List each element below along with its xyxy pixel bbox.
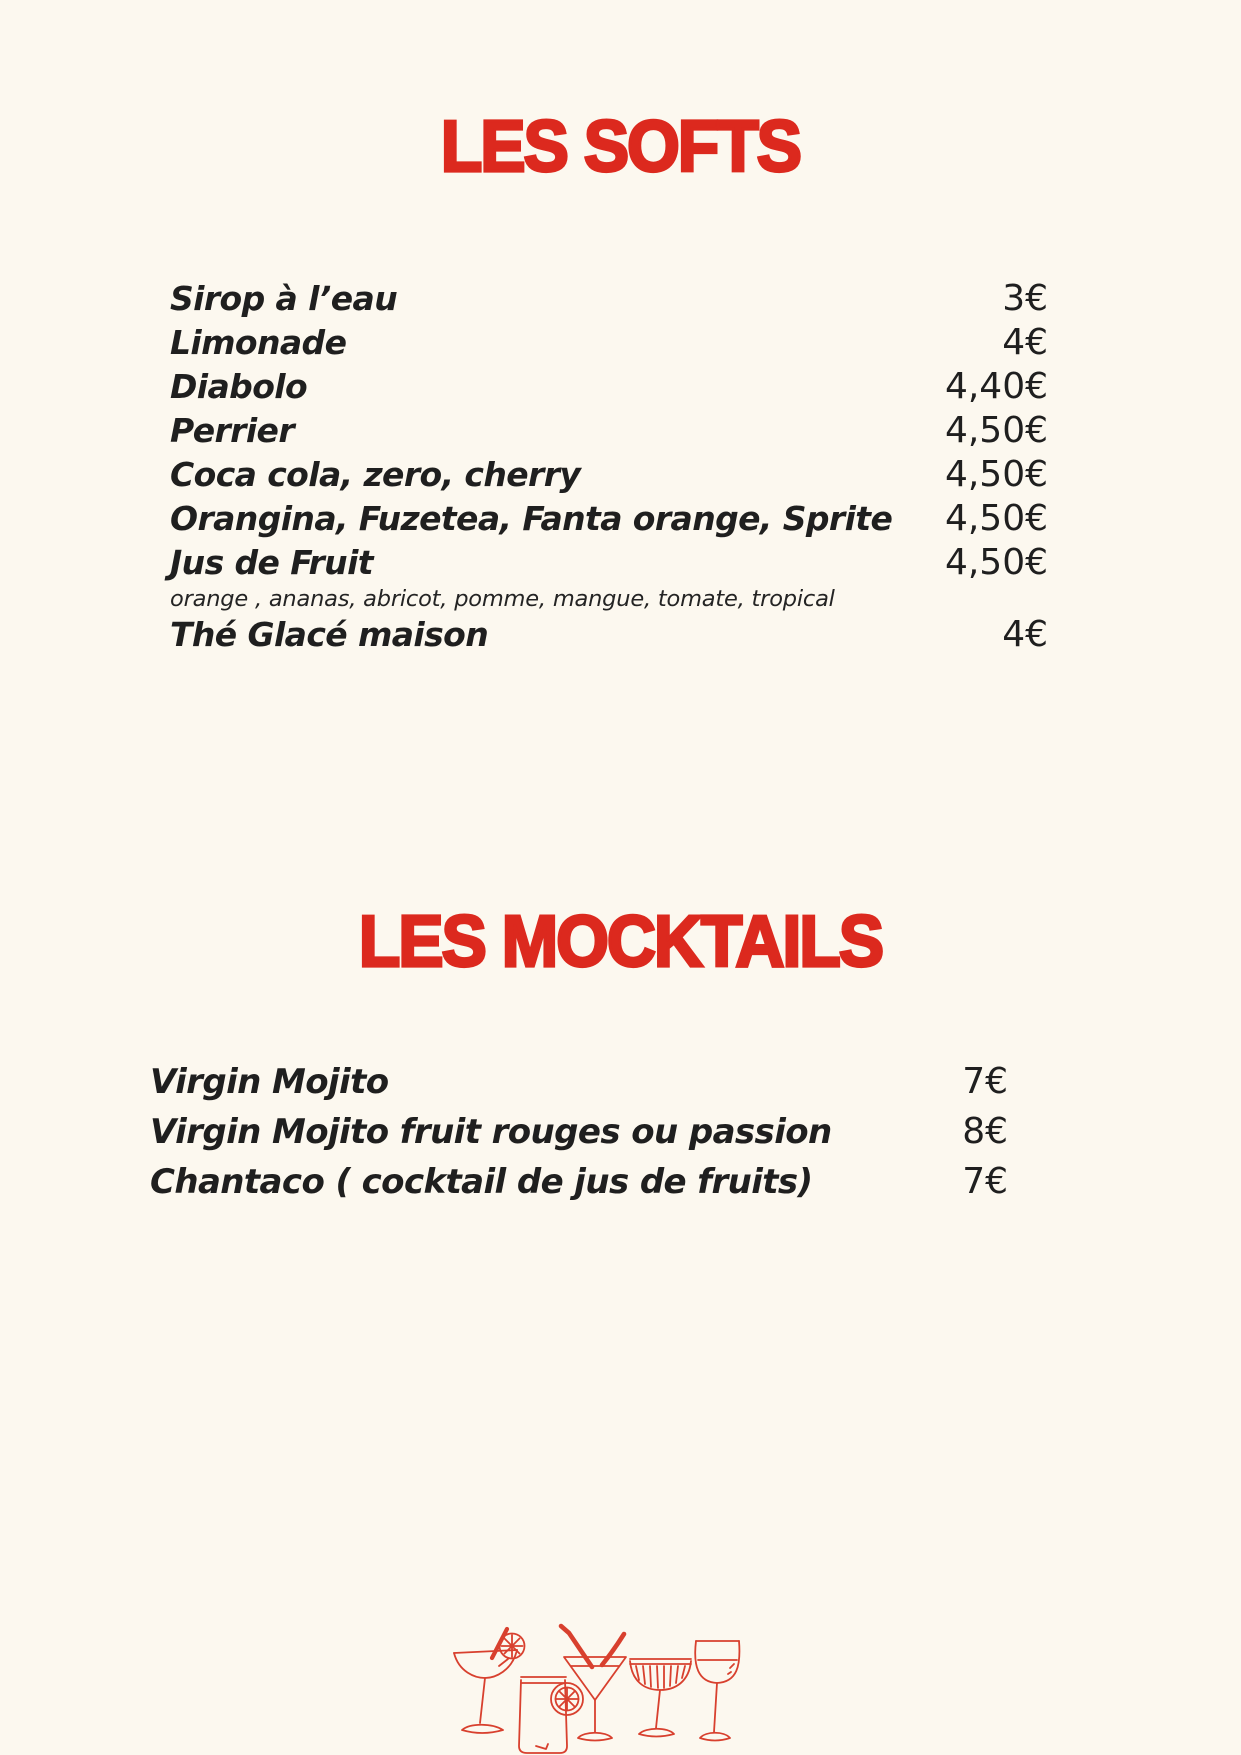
menu-item-row: [170, 614, 1048, 658]
item-name: Diabolo: [170, 367, 308, 406]
item-name: Virgin Mojito fruit rouges ou passion: [150, 1112, 832, 1152]
item-name: Chantaco ( cocktail de jus de fruits): [150, 1162, 813, 1202]
item-name: Orangina, Fuzetea, Fanta orange, Sprite: [170, 499, 893, 538]
item-price: 7€: [962, 1161, 1008, 1202]
menu-item-row: [150, 1161, 1008, 1211]
ribbed-coupe-icon: [630, 1659, 691, 1737]
item-name: Coca cola, zero, cherry: [170, 455, 581, 494]
item-price: 4€: [1002, 614, 1048, 655]
item-price: 8€: [962, 1111, 1008, 1152]
cocktail-glasses-illustration: [448, 1620, 750, 1755]
item-note: orange , ananas, abricot, pomme, mangue, tomate, tropical: [170, 586, 835, 612]
item-name: Jus de Fruit: [170, 543, 373, 582]
menu-item-row: [170, 498, 1048, 542]
menu-item-row: [170, 542, 1048, 586]
item-price: 4,40€: [944, 366, 1048, 407]
coupe-glass-icon: [454, 1629, 525, 1733]
menu-item-row: [170, 410, 1048, 454]
item-price: 4,50€: [944, 454, 1048, 495]
item-name: Perrier: [170, 411, 294, 450]
tumbler-glass-icon: [519, 1677, 583, 1753]
section-title-mocktails: LES MOCKTAILS: [358, 902, 883, 982]
menu-item-row: [150, 1111, 1008, 1161]
item-price: 4,50€: [944, 542, 1048, 583]
menu-item-row: [170, 322, 1048, 366]
item-name: Virgin Mojito: [150, 1062, 389, 1102]
softs-list: [170, 278, 1048, 658]
item-name: Sirop à l’eau: [170, 279, 398, 318]
item-price: 3€: [1002, 278, 1048, 319]
section-title-softs: LES SOFTS: [440, 107, 801, 187]
wine-glass-icon: [695, 1641, 739, 1741]
item-price: 7€: [962, 1061, 1008, 1102]
item-price: 4,50€: [944, 410, 1048, 451]
menu-item-row: [170, 366, 1048, 410]
menu-item-row: [150, 1061, 1008, 1111]
mocktails-list: [150, 1061, 1008, 1211]
menu-item-row: [170, 278, 1048, 322]
menu-item-row: [170, 454, 1048, 498]
item-name: Limonade: [170, 323, 347, 362]
item-price: 4€: [1002, 322, 1048, 363]
item-name: Thé Glacé maison: [170, 615, 489, 654]
item-price: 4,50€: [944, 498, 1048, 539]
